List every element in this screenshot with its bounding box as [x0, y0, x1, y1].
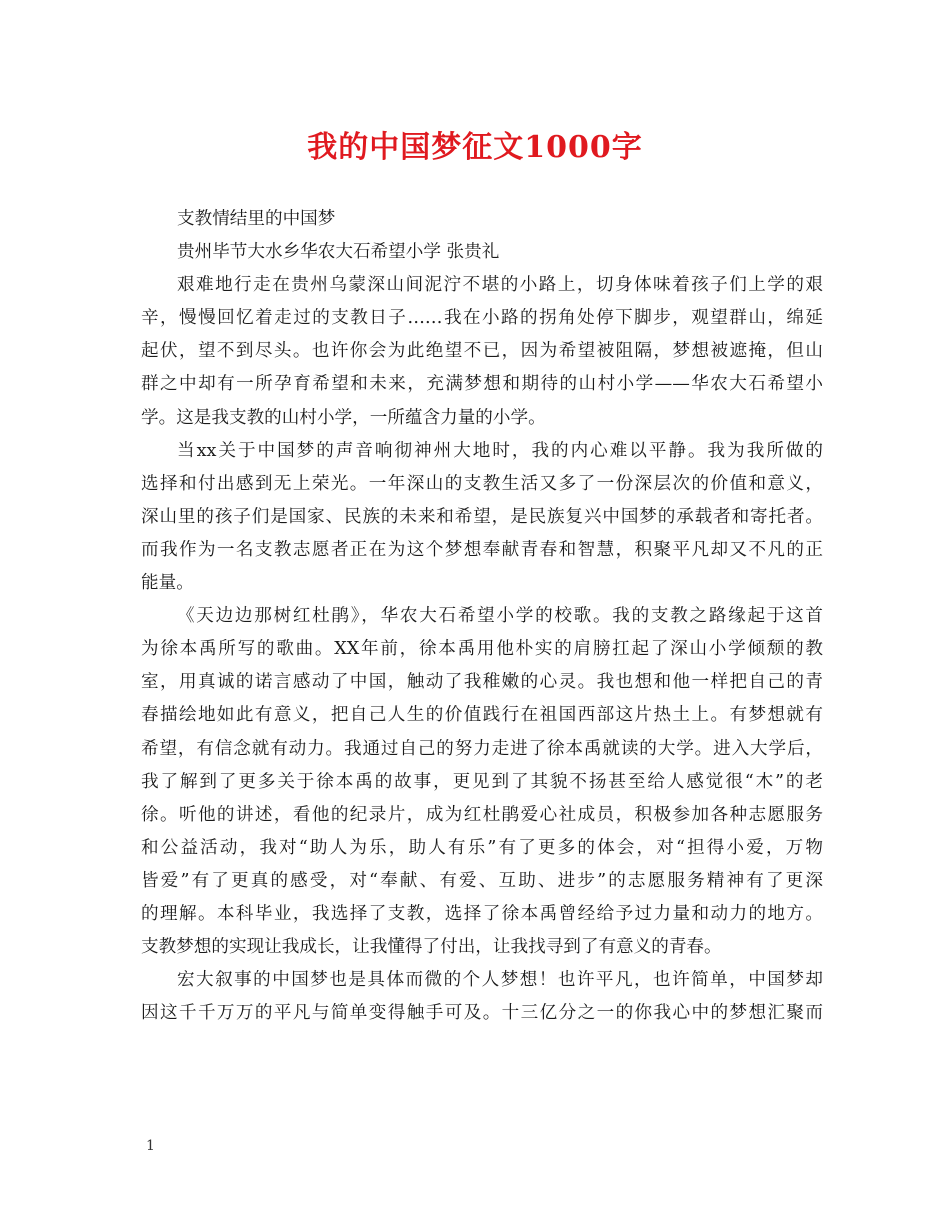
document-body: [141, 203, 823, 1030]
text-line: 当xx关于中国梦的声音响彻神州大地时，我的内心难以平静。我为我所做的: [177, 440, 823, 461]
text-line: 希望，有信念就有动力。我通过自己的努力走进了徐本禹就读的大学。进入大学后，: [141, 738, 823, 759]
text-line: 能量。: [141, 573, 194, 594]
subtitle: 支教情结里的中国梦: [177, 209, 336, 229]
text-line: 群之中却有一所孕育希望和未来，充满梦想和期待的山村小学——华农大石希望小: [141, 374, 823, 395]
text-line: 而我作为一名支教志愿者正在为这个梦想奉献青春和智慧，积聚平凡却又不凡的正: [141, 539, 823, 560]
text-line: 起伏，望不到尽头。也许你会为此绝望不已，因为希望被阻隔，梦想被遮掩，但山: [141, 341, 823, 362]
text-line: 的理解。本科毕业，我选择了支教，选择了徐本禹曾经给予过力量和动力的地方。: [141, 903, 823, 924]
text-line: 为徐本禹所写的歌曲。XX年前，徐本禹用他朴实的肩膀扛起了深山小学倾颓的教: [141, 639, 823, 660]
text-line: 徐。听他的讲述，看他的纪录片，成为红杜鹃爱心社成员，积极参加各种志愿服务: [141, 804, 823, 825]
text-line: 深山里的孩子们是国家、民族的未来和希望，是民族复兴中国梦的承载者和寄托者。: [141, 506, 823, 527]
text-line: 皆爱”有了更真的感受，对“奉献、有爱、互助、进步”的志愿服务精神有了更深: [141, 870, 823, 891]
text-line: 选择和付出感到无上荣光。一年深山的支教生活又多了一份深层次的价值和意义，: [141, 473, 823, 494]
text-line: 艰难地行走在贵州乌蒙深山间泥泞不堪的小路上，切身体味着孩子们上学的艰: [177, 275, 823, 296]
paragraph-lines: [141, 269, 823, 1030]
text-line: 支教梦想的实现让我成长，让我懂得了付出，让我找寻到了有意义的青春。: [141, 937, 722, 958]
document-title: 我的中国梦征文1000字: [307, 130, 643, 165]
author-line: 贵州毕节大水乡华农大石希望小学 张贵礼: [177, 242, 500, 263]
text-line: 和公益活动，我对“助人为乐，助人有乐”有了更多的体会，对“担得小爱，万物: [141, 837, 823, 858]
page-number: 1: [146, 1138, 155, 1154]
text-line: 学。这是我支教的山村小学，一所蕴含力量的小学。: [141, 407, 546, 428]
text-line: 我了解到了更多关于徐本禹的故事，更见到了其貌不扬甚至给人感觉很“木”的老: [141, 771, 823, 792]
text-line: 辛，慢慢回忆着走过的支教日子……我在小路的拐角处停下脚步，观望群山，绵延: [141, 308, 823, 329]
text-line: 宏大叙事的中国梦也是具体而微的个人梦想！也许平凡，也许简单，中国梦却: [177, 970, 823, 991]
text-line: 春描绘地如此有意义，把自己人生的价值践行在祖国西部这片热土上。有梦想就有: [141, 705, 823, 726]
text-line: 《天边边那树红杜鹃》，华农大石希望小学的校歌。我的支教之路缘起于这首: [177, 606, 823, 627]
text-line: 因这千千万万的平凡与简单变得触手可及。十三亿分之一的你我心中的梦想汇聚而: [141, 1003, 823, 1024]
text-line: 室，用真诚的诺言感动了中国，触动了我稚嫩的心灵。我也想和他一样把自己的青: [141, 672, 823, 693]
